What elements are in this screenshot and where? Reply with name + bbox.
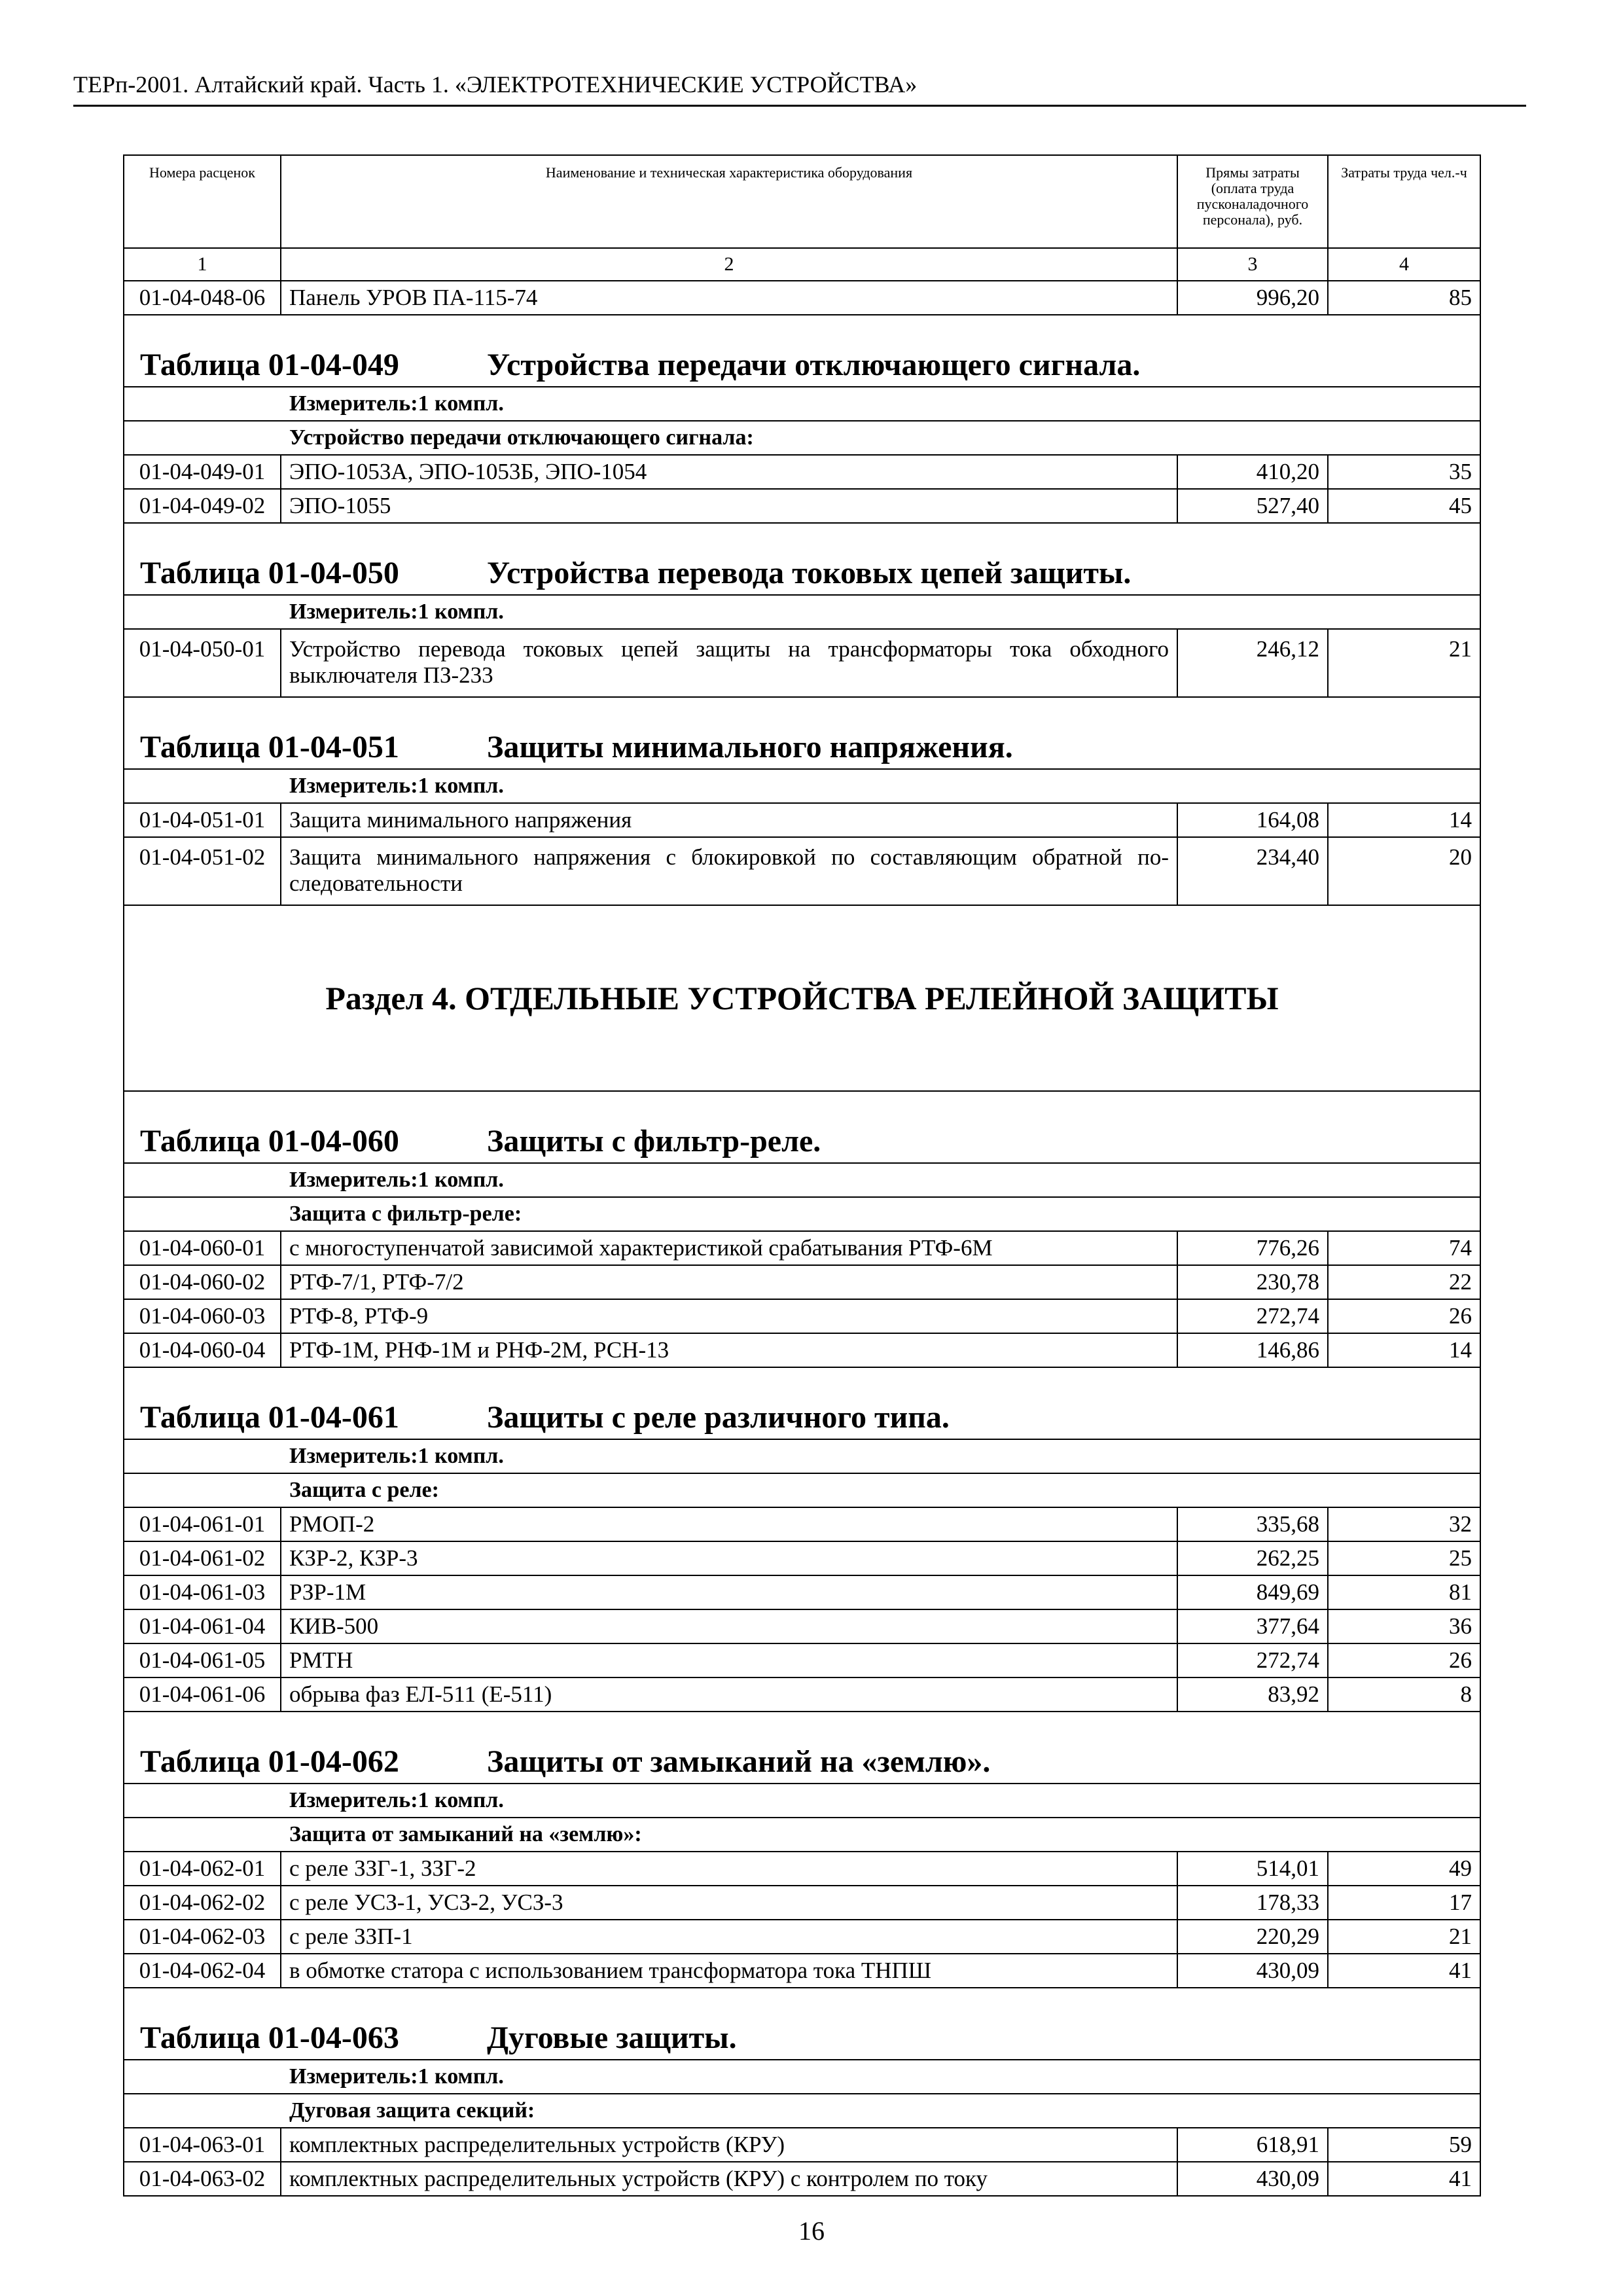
row-cost: 377,64 [1177, 1609, 1328, 1643]
subgroup-heading: Устройство передачи отключающего сигнала: [124, 421, 1480, 455]
column-header-name: Наименование и техническая характеристика оборудования [281, 155, 1177, 248]
table-row [124, 629, 1480, 697]
row-code: 01-04-061-02 [124, 1541, 281, 1575]
row-name: РЗР-1М [281, 1575, 1177, 1609]
row-cost: 83,92 [1177, 1677, 1328, 1712]
table-title [124, 523, 1480, 595]
table-number: Таблица 01-04-049 [140, 348, 399, 382]
table-title-row [124, 1091, 1480, 1163]
row-labor: 41 [1328, 1954, 1480, 1988]
row-name: РТФ-1М, РНФ-1М и РНФ-2М, РСН-13 [281, 1333, 1177, 1367]
subgroup-row [124, 1197, 1480, 1231]
row-name: ЭПО-1053А, ЭПО-1053Б, ЭПО-1054 [281, 455, 1177, 489]
row-labor: 14 [1328, 803, 1480, 837]
table-number: Таблица 01-04-061 [140, 1400, 399, 1435]
table-row [124, 1643, 1480, 1677]
column-number: 3 [1177, 248, 1328, 281]
table-title-row [124, 697, 1480, 769]
row-cost: 527,40 [1177, 489, 1328, 523]
row-name: РТФ-7/1, РТФ-7/2 [281, 1265, 1177, 1299]
table-title [124, 697, 1480, 769]
row-code: 01-04-051-02 [124, 837, 281, 905]
subgroup-heading: Дуговая защита секций: [124, 2094, 1480, 2128]
row-cost: 272,74 [1177, 1299, 1328, 1333]
subgroup-heading: Защита с фильтр-реле: [124, 1197, 1480, 1231]
table-caption: Защиты от замыканий на «землю». [487, 1744, 991, 1779]
measure-unit: Измеритель:1 компл. [124, 595, 1480, 629]
row-labor: 35 [1328, 455, 1480, 489]
column-header-codes: Номера расценок [124, 155, 281, 248]
row-code: 01-04-062-03 [124, 1920, 281, 1954]
column-header-row [124, 155, 1480, 248]
row-cost: 234,40 [1177, 837, 1328, 905]
row-name: Устройство перевода токовых цепей защиты на трансформаторы тока обходного выключателя ПЗ-233 [281, 629, 1177, 697]
subgroup-row [124, 2094, 1480, 2128]
row-labor: 74 [1328, 1231, 1480, 1265]
subgroup-heading: Защита с реле: [124, 1473, 1480, 1507]
table-title [124, 1988, 1480, 2060]
row-code: 01-04-060-03 [124, 1299, 281, 1333]
row-labor: 25 [1328, 1541, 1480, 1575]
row-code: 01-04-049-02 [124, 489, 281, 523]
row-code: 01-04-060-01 [124, 1231, 281, 1265]
section-row [124, 905, 1480, 1091]
measure-unit: Измеритель:1 компл. [124, 1163, 1480, 1197]
row-name: Защита минимального напряжения с блокировкой по составляющим обратной по-следовательности [281, 837, 1177, 905]
row-cost: 230,78 [1177, 1265, 1328, 1299]
column-number-row [124, 248, 1480, 281]
table-title [124, 1091, 1480, 1163]
row-name: с многоступенчатой зависимой характеристикой срабатывания РТФ-6М [281, 1231, 1177, 1265]
table-row [124, 1507, 1480, 1541]
table-row [124, 1852, 1480, 1886]
measure-unit: Измеритель:1 компл. [124, 2060, 1480, 2094]
table-number: Таблица 01-04-063 [140, 2020, 399, 2055]
row-cost: 776,26 [1177, 1231, 1328, 1265]
row-cost: 849,69 [1177, 1575, 1328, 1609]
running-header: ТЕРп-2001. Алтайский край. Часть 1. «ЭЛЕКТРОТЕХНИЧЕСКИЕ УСТРОЙСТВА» [73, 71, 918, 98]
row-cost: 430,09 [1177, 1954, 1328, 1988]
column-header-labor: Затраты труда чел.-ч [1328, 155, 1480, 248]
row-cost: 335,68 [1177, 1507, 1328, 1541]
row-cost: 618,91 [1177, 2128, 1328, 2162]
table-title-row [124, 1712, 1480, 1784]
row-name: с реле УСЗ-1, УСЗ-2, УСЗ-3 [281, 1886, 1177, 1920]
table-row [124, 1677, 1480, 1712]
table-row [124, 803, 1480, 837]
row-code: 01-04-049-01 [124, 455, 281, 489]
row-labor: 21 [1328, 1920, 1480, 1954]
row-code: 01-04-063-01 [124, 2128, 281, 2162]
measure-unit: Измеритель:1 компл. [124, 387, 1480, 421]
column-number: 2 [281, 248, 1177, 281]
row-labor: 59 [1328, 2128, 1480, 2162]
table-row [124, 2128, 1480, 2162]
table-row [124, 489, 1480, 523]
table-caption: Устройства перевода токовых цепей защиты. [487, 556, 1132, 590]
table-title-row [124, 1367, 1480, 1439]
row-labor: 49 [1328, 1852, 1480, 1886]
row-labor: 17 [1328, 1886, 1480, 1920]
row-labor: 36 [1328, 1609, 1480, 1643]
table-caption: Защиты минимального напряжения. [487, 730, 1013, 764]
measure-unit: Измеритель:1 компл. [124, 769, 1480, 803]
row-name: РМОП-2 [281, 1507, 1177, 1541]
table-number: Таблица 01-04-060 [140, 1124, 399, 1158]
row-labor: 32 [1328, 1507, 1480, 1541]
measure-row [124, 595, 1480, 629]
table-row [124, 1954, 1480, 1988]
row-cost: 146,86 [1177, 1333, 1328, 1367]
row-name: в обмотке статора с использованием трансформатора тока ТНПШ [281, 1954, 1177, 1988]
table-row [124, 1333, 1480, 1367]
table-row [124, 1541, 1480, 1575]
row-cost: 996,20 [1177, 281, 1328, 315]
row-cost: 220,29 [1177, 1920, 1328, 1954]
subgroup-row [124, 421, 1480, 455]
row-code: 01-04-050-01 [124, 629, 281, 697]
row-name: КИВ-500 [281, 1609, 1177, 1643]
row-labor: 22 [1328, 1265, 1480, 1299]
table-title-row [124, 1988, 1480, 2060]
measure-row [124, 1163, 1480, 1197]
header-rule [73, 105, 1526, 107]
row-code: 01-04-060-02 [124, 1265, 281, 1299]
row-name: комплектных распределительных устройств (КРУ) с контролем по току [281, 2162, 1177, 2196]
table-caption: Устройства передачи отключающего сигнала. [487, 348, 1141, 382]
row-labor: 41 [1328, 2162, 1480, 2196]
measure-unit: Измеритель:1 компл. [124, 1439, 1480, 1473]
table-row [124, 1231, 1480, 1265]
row-cost: 164,08 [1177, 803, 1328, 837]
row-cost: 430,09 [1177, 2162, 1328, 2196]
row-name: Защита минимального напряжения [281, 803, 1177, 837]
row-cost: 246,12 [1177, 629, 1328, 697]
subgroup-row [124, 1473, 1480, 1507]
row-labor: 26 [1328, 1299, 1480, 1333]
table-row [124, 455, 1480, 489]
row-cost: 514,01 [1177, 1852, 1328, 1886]
row-name: КЗР-2, КЗР-3 [281, 1541, 1177, 1575]
column-number: 1 [124, 248, 281, 281]
column-number: 4 [1328, 248, 1480, 281]
measure-unit: Измеритель:1 компл. [124, 1784, 1480, 1818]
row-code: 01-04-061-04 [124, 1609, 281, 1643]
row-labor: 14 [1328, 1333, 1480, 1367]
row-code: 01-04-061-03 [124, 1575, 281, 1609]
row-code: 01-04-051-01 [124, 803, 281, 837]
measure-row [124, 387, 1480, 421]
row-cost: 410,20 [1177, 455, 1328, 489]
table-row [124, 1575, 1480, 1609]
table-title [124, 1712, 1480, 1784]
section-heading: Раздел 4. ОТДЕЛЬНЫЕ УСТРОЙСТВА РЕЛЕЙНОЙ ЗАЩИТЫ [124, 905, 1480, 1091]
row-cost: 272,74 [1177, 1643, 1328, 1677]
table-row [124, 281, 1480, 315]
row-name: с реле ЗЗП-1 [281, 1920, 1177, 1954]
row-code: 01-04-062-01 [124, 1852, 281, 1886]
price-table-container [123, 154, 1480, 2197]
measure-row [124, 1439, 1480, 1473]
table-row [124, 1920, 1480, 1954]
column-header-cost: Прямы затраты (оплата труда пусконаладочного персонала), руб. [1177, 155, 1328, 248]
table-row [124, 1265, 1480, 1299]
row-labor: 20 [1328, 837, 1480, 905]
row-name: комплектных распределительных устройств (КРУ) [281, 2128, 1177, 2162]
table-caption: Защиты с реле различного типа. [487, 1400, 950, 1435]
table-caption: Защиты с фильтр-реле. [487, 1124, 821, 1158]
measure-row [124, 2060, 1480, 2094]
table-number: Таблица 01-04-050 [140, 556, 399, 590]
row-name: с реле ЗЗГ-1, ЗЗГ-2 [281, 1852, 1177, 1886]
table-number: Таблица 01-04-062 [140, 1744, 399, 1779]
table-title-row [124, 523, 1480, 595]
table-title [124, 1367, 1480, 1439]
page-number: 16 [798, 2216, 825, 2246]
measure-row [124, 1784, 1480, 1818]
table-row [124, 1609, 1480, 1643]
subgroup-row [124, 1818, 1480, 1852]
row-labor: 85 [1328, 281, 1480, 315]
row-code: 01-04-063-02 [124, 2162, 281, 2196]
table-title-row [124, 315, 1480, 387]
measure-row [124, 769, 1480, 803]
table-row [124, 837, 1480, 905]
row-labor: 21 [1328, 629, 1480, 697]
table-row [124, 1886, 1480, 1920]
row-labor: 45 [1328, 489, 1480, 523]
row-name: ЭПО-1055 [281, 489, 1177, 523]
row-labor: 81 [1328, 1575, 1480, 1609]
row-name: обрыва фаз ЕЛ-511 (Е-511) [281, 1677, 1177, 1712]
table-row [124, 1299, 1480, 1333]
row-name: РМТН [281, 1643, 1177, 1677]
row-code: 01-04-060-04 [124, 1333, 281, 1367]
table-title [124, 315, 1480, 387]
row-name: Панель УРОВ ПА-115-74 [281, 281, 1177, 315]
row-code: 01-04-062-02 [124, 1886, 281, 1920]
table-caption: Дуговые защиты. [487, 2020, 737, 2055]
row-code: 01-04-061-01 [124, 1507, 281, 1541]
row-cost: 178,33 [1177, 1886, 1328, 1920]
row-code: 01-04-062-04 [124, 1954, 281, 1988]
subgroup-heading: Защита от замыканий на «землю»: [124, 1818, 1480, 1852]
row-name: РТФ-8, РТФ-9 [281, 1299, 1177, 1333]
row-labor: 8 [1328, 1677, 1480, 1712]
row-code: 01-04-061-05 [124, 1643, 281, 1677]
row-code: 01-04-061-06 [124, 1677, 281, 1712]
row-cost: 262,25 [1177, 1541, 1328, 1575]
row-code: 01-04-048-06 [124, 281, 281, 315]
table-row [124, 2162, 1480, 2196]
price-table [123, 154, 1481, 2197]
table-number: Таблица 01-04-051 [140, 730, 399, 764]
row-labor: 26 [1328, 1643, 1480, 1677]
